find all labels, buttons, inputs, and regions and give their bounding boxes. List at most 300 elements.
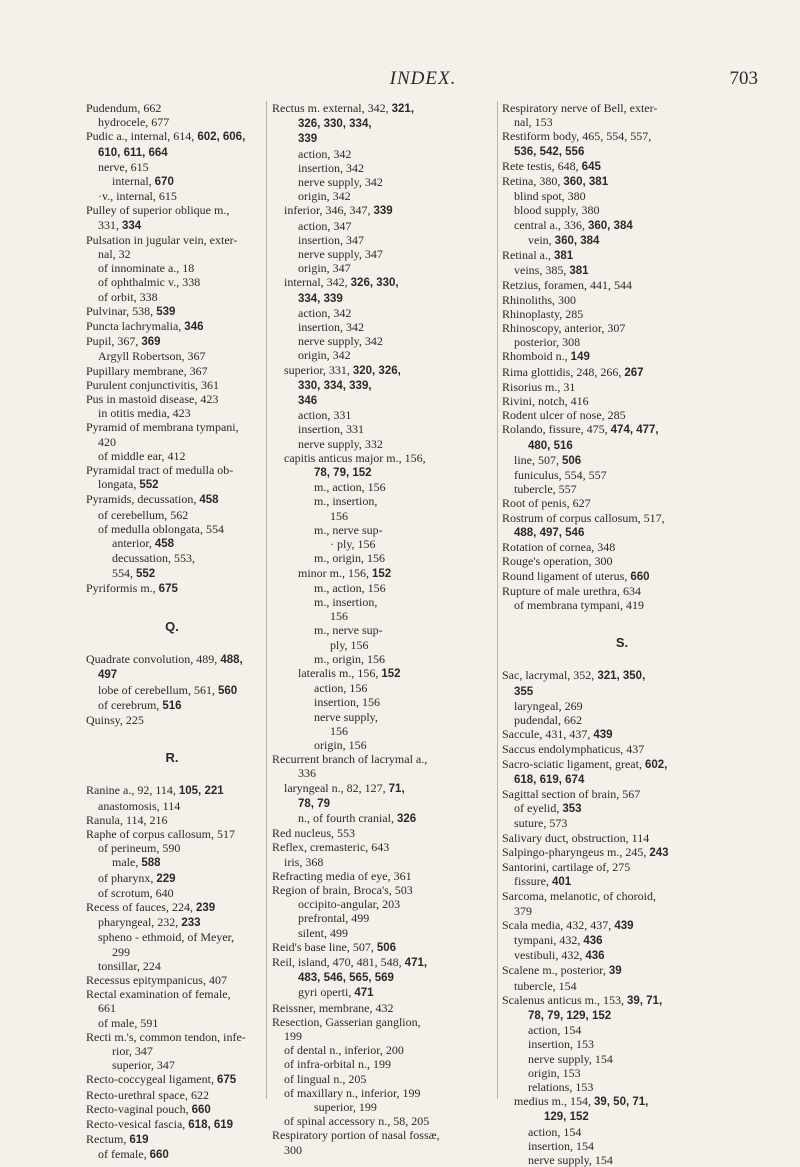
- entry-text: Pupillary membrane, 367: [86, 363, 208, 378]
- entry-bold-pages: 381: [553, 250, 574, 263]
- index-entry: [86, 566, 258, 581]
- index-entry: [272, 897, 492, 911]
- index-entry: [502, 860, 742, 874]
- entry-text: 199: [284, 1029, 302, 1043]
- index-entry: [272, 175, 492, 189]
- entry-text: Puncta lachrymalia,: [86, 319, 185, 334]
- entry-text: Sagittal section of brain, 567: [502, 786, 641, 801]
- entry-text: 420: [98, 434, 116, 449]
- index-entry: [502, 772, 742, 787]
- entry-text: Pulvinar, 538,: [86, 303, 157, 318]
- entry-bold-pages: 471,: [404, 956, 428, 969]
- entry-text: lobe of cerebellum, 561,: [98, 682, 218, 697]
- index-entry: [502, 394, 742, 408]
- entry-text: m., insertion,: [314, 494, 378, 509]
- index-entry: [272, 291, 492, 306]
- entry-text: Retina, 380,: [502, 174, 564, 189]
- entry-bold-pages: 267: [624, 366, 644, 379]
- entry-text: tubercle, 557: [514, 482, 577, 497]
- index-entry: [272, 219, 492, 233]
- entry-text: Rhinoscopy, anterior, 307: [502, 321, 626, 336]
- entry-text: origin, 347: [298, 261, 351, 276]
- index-entry: [86, 945, 258, 959]
- index-entry: [502, 248, 742, 263]
- index-entry: [86, 522, 258, 536]
- entry-text: Region of brain, Broca's, 503: [272, 882, 413, 897]
- index-entry: [272, 855, 492, 869]
- entry-text: origin, 156: [314, 737, 367, 752]
- entry-text: Rhinoliths, 300: [502, 292, 577, 307]
- index-entry: [502, 933, 742, 948]
- column-divider: [266, 101, 267, 1099]
- index-entry: [86, 115, 258, 129]
- entry-text: line, 507,: [514, 452, 562, 467]
- entry-text: of eyelid,: [514, 801, 563, 816]
- index-entry: [502, 889, 742, 903]
- index-entry: [272, 306, 492, 320]
- index-entry: [272, 1029, 492, 1043]
- entry-text: Rhinoplasty, 285: [502, 306, 584, 321]
- index-entry: [272, 955, 492, 970]
- entry-bold-pages: 675: [158, 582, 178, 595]
- index-entry: [502, 468, 742, 482]
- entry-text: m., action, 156: [314, 480, 386, 495]
- index-entry: [86, 886, 258, 900]
- entry-bold-pages: 471: [354, 987, 374, 1000]
- entry-text: action, 342: [298, 146, 352, 161]
- entry-text: fissure,: [514, 874, 552, 889]
- index-entry: [502, 349, 742, 364]
- index-entry: [502, 159, 742, 174]
- index-entry: [86, 1132, 258, 1147]
- entry-text: 661: [98, 1001, 116, 1016]
- entry-text: Recto-coccygeal ligament,: [86, 1072, 217, 1087]
- index-entry: [86, 536, 258, 551]
- entry-text: action, 156: [314, 681, 368, 696]
- index-entry: [86, 449, 258, 463]
- index-entry: [272, 101, 492, 116]
- entry-bold-pages: 439: [614, 919, 634, 932]
- entry-text: nerve supply, 332: [298, 436, 383, 451]
- entry-bold-pages: 78, 79, 152: [314, 467, 372, 480]
- entry-bold-pages: 660: [149, 1149, 169, 1162]
- entry-text: spheno - ethmoid, of Meyer,: [98, 930, 235, 945]
- entry-text: Salivary duct, obstruction, 114: [502, 830, 650, 845]
- index-entry: [272, 1043, 492, 1057]
- index-entry: [86, 1044, 258, 1058]
- index-entry: [502, 1094, 742, 1109]
- index-entry: [272, 261, 492, 275]
- entry-bold-pages: 152: [381, 667, 401, 680]
- entry-text: anterior,: [112, 536, 155, 551]
- index-entry: [272, 451, 492, 465]
- entry-text: action, 347: [298, 218, 352, 233]
- entry-text: superior, 199: [314, 1100, 377, 1115]
- index-entry: [86, 930, 258, 944]
- entry-text: suture, 573: [514, 816, 568, 831]
- index-entry: [502, 713, 742, 727]
- entry-text: Recessus epitympanicus, 407: [86, 972, 227, 987]
- entry-text: insertion, 331: [298, 422, 364, 437]
- entry-text: of ophthalmic v., 338: [98, 275, 201, 290]
- entry-text: Reissner, membrane, 432: [272, 1000, 394, 1015]
- index-entry: [272, 652, 492, 666]
- index-entry: [86, 233, 258, 247]
- index-entry: [86, 581, 258, 596]
- index-entry: [502, 569, 742, 584]
- entry-text: ·v., internal, 615: [98, 189, 177, 204]
- entry-text: m., action, 156: [314, 580, 386, 595]
- index-entry: [502, 845, 742, 860]
- entry-bold-pages: 233: [181, 917, 201, 930]
- index-entry: [272, 465, 492, 480]
- entry-bold-pages: 618, 619: [188, 1119, 234, 1131]
- entry-text: Scalene m., posterior,: [502, 963, 609, 978]
- entry-bold-pages: 229: [156, 872, 176, 885]
- index-entry: [86, 160, 258, 174]
- index-entry: [272, 247, 492, 261]
- entry-text: longata,: [98, 477, 140, 492]
- entry-text: nal, 153: [514, 115, 553, 130]
- entry-bold-pages: 330, 334, 339,: [298, 379, 372, 392]
- index-entry: [502, 598, 742, 612]
- entry-bold-pages: 602,: [644, 758, 668, 771]
- index-entry: [86, 783, 258, 798]
- entry-text: nal, 32: [98, 247, 131, 262]
- entry-text: pudendal, 662: [514, 712, 582, 727]
- index-entry: [272, 781, 492, 796]
- column-divider: [497, 101, 498, 1099]
- index-entry: [272, 926, 492, 940]
- entry-bold-pages: 506: [562, 454, 582, 467]
- index-entry: [272, 494, 492, 508]
- entry-text: Red nucleus, 553: [272, 826, 355, 841]
- entry-text: Purulent conjunctivitis, 361: [86, 377, 219, 392]
- index-column-1: [86, 101, 258, 1163]
- entry-text: minor m., 156,: [298, 565, 372, 580]
- entry-text: Raphe of corpus callosum, 517: [86, 826, 235, 841]
- index-entry: [86, 1016, 258, 1030]
- index-entry: [272, 638, 492, 652]
- index-entry: [502, 1080, 742, 1094]
- entry-bold-pages: 320, 326,: [352, 364, 401, 377]
- entry-text: Recti m.'s, common tendon, infe-: [86, 1029, 246, 1044]
- entry-text: 156: [330, 609, 348, 624]
- index-entry: [272, 840, 492, 854]
- index-entry: [86, 364, 258, 378]
- entry-bold-pages: 326, 330, 334,: [298, 118, 372, 131]
- entry-text: medius m., 154,: [514, 1094, 594, 1109]
- entry-text: internal, 342,: [284, 275, 351, 290]
- entry-text: of middle ear, 412: [98, 448, 186, 463]
- index-entry: [502, 321, 742, 335]
- entry-text: capitis anticus major m., 156,: [284, 450, 426, 465]
- index-entry: [86, 1102, 258, 1117]
- entry-text: action, 342: [298, 305, 352, 320]
- entry-text: 156: [330, 508, 348, 523]
- index-entry: [86, 900, 258, 915]
- entry-bold-pages: 506: [376, 941, 396, 954]
- index-entry: [272, 796, 492, 811]
- entry-text: 554,: [112, 565, 136, 580]
- index-entry: [502, 408, 742, 422]
- index-entry: [502, 540, 742, 554]
- entry-text: 379: [514, 903, 532, 918]
- index-entry: [502, 115, 742, 129]
- index-entry: [86, 392, 258, 406]
- index-entry: [272, 609, 492, 623]
- entry-bold-pages: 436: [583, 934, 603, 947]
- entry-bold-pages: 670: [154, 176, 174, 189]
- index-entry: [502, 1066, 742, 1080]
- entry-bold-pages: 602, 606,: [197, 131, 246, 144]
- index-entry: [86, 713, 258, 727]
- entry-bold-pages: 497: [98, 669, 118, 682]
- entry-text: gyri operti,: [298, 985, 355, 1000]
- index-entry: [86, 189, 258, 203]
- index-entry: [86, 275, 258, 289]
- index-entry: [502, 278, 742, 292]
- entry-bold-pages: 321, 350,: [597, 670, 646, 683]
- entry-text: 156: [330, 723, 348, 738]
- entry-text: Reid's base line, 507,: [272, 939, 377, 954]
- entry-text: in otitis media, 423: [98, 406, 191, 421]
- entry-bold-pages: 458: [199, 494, 219, 507]
- index-entry: [86, 492, 258, 507]
- entry-text: Sac, lacrymal, 352,: [502, 668, 598, 683]
- entry-text: Rete testis, 648,: [502, 158, 582, 173]
- index-entry: [272, 437, 492, 451]
- entry-text: tonsillar, 224: [98, 958, 161, 973]
- entry-bold-pages: 645: [581, 160, 601, 173]
- index-entry: [502, 948, 742, 963]
- entry-text: Saccule, 431, 437,: [502, 727, 594, 742]
- entry-bold-pages: 369: [141, 336, 161, 349]
- entry-bold-pages: 326, 330,: [350, 277, 399, 290]
- index-entry: [272, 724, 492, 738]
- index-entry: [272, 766, 492, 780]
- index-entry: [86, 1058, 258, 1072]
- index-entry: [502, 365, 742, 380]
- entry-text: action, 154: [528, 1124, 582, 1139]
- entry-bold-pages: 152: [372, 567, 392, 580]
- index-entry: [86, 855, 258, 870]
- index-entry: [86, 304, 258, 319]
- entry-text: Refracting media of eye, 361: [272, 868, 412, 883]
- index-entry: [86, 334, 258, 349]
- entry-text: Retzius, foramen, 441, 544: [502, 278, 632, 293]
- index-entry: [502, 380, 742, 394]
- entry-text: Argyll Robertson, 367: [98, 349, 206, 364]
- index-entry: [272, 566, 492, 581]
- entry-text: rior, 347: [112, 1043, 153, 1058]
- page-header: [88, 68, 758, 92]
- index-entry: [86, 871, 258, 886]
- entry-text: Rotation of cornea, 348: [502, 540, 616, 555]
- entry-text: Rupture of male urethra, 634: [502, 583, 641, 598]
- index-entry: [502, 453, 742, 468]
- entry-text: of perineum, 590: [98, 841, 181, 856]
- entry-text: of orbit, 338: [98, 289, 158, 304]
- entry-text: of cerebellum, 562: [98, 507, 189, 522]
- entry-text: blood supply, 380: [514, 203, 600, 218]
- index-entry: [86, 508, 258, 522]
- index-entry: [86, 290, 258, 304]
- index-entry: [272, 883, 492, 897]
- index-column-2: [272, 101, 492, 1157]
- entry-text: nerve supply, 154: [528, 1051, 613, 1066]
- entry-text: insertion, 342: [298, 160, 364, 175]
- entry-text: m., insertion,: [314, 594, 378, 609]
- entry-text: laryngeal n., 82, 127,: [284, 780, 389, 795]
- entry-text: nerve supply,: [314, 709, 378, 724]
- entry-text: decussation, 553,: [112, 551, 195, 566]
- index-entry: [86, 973, 258, 987]
- index-entry: [502, 1023, 742, 1037]
- index-entry: [272, 623, 492, 637]
- entry-text: origin, 342: [298, 189, 351, 204]
- index-entry: [86, 349, 258, 363]
- entry-text: Respiratory portion of nasal fossæ,: [272, 1128, 440, 1143]
- entry-bold-pages: 339: [373, 205, 393, 218]
- entry-bold-pages: 660: [630, 570, 650, 583]
- entry-bold-pages: 346: [298, 395, 318, 408]
- entry-text: of dental n., inferior, 200: [284, 1043, 404, 1058]
- entry-text: Scalenus anticus m., 153,: [502, 992, 627, 1007]
- index-entry: [502, 963, 742, 978]
- index-entry: [502, 525, 742, 540]
- entry-text: relations, 153: [528, 1080, 594, 1094]
- index-entry: [272, 869, 492, 883]
- entry-text: Pupil, 367,: [86, 334, 142, 349]
- index-entry: [86, 261, 258, 275]
- index-entry: [502, 742, 742, 756]
- entry-text: m., origin, 156: [314, 651, 385, 666]
- entry-text: Rouge's operation, 300: [502, 554, 613, 569]
- entry-bold-pages: 360, 384: [554, 234, 600, 247]
- index-entry: [86, 683, 258, 698]
- index-entry: [502, 496, 742, 510]
- index-entry: [272, 1057, 492, 1071]
- entry-text: of pharynx,: [98, 870, 157, 885]
- index-entry: [272, 811, 492, 826]
- index-entry: [502, 482, 742, 496]
- index-entry: [272, 581, 492, 595]
- index-column-3: [502, 101, 742, 1167]
- entry-text: Rima glottidis, 248, 266,: [502, 364, 625, 379]
- entry-text: occipito-angular, 203: [298, 897, 401, 912]
- index-entry: [86, 652, 258, 667]
- entry-text: Restiform body, 465, 554, 557,: [502, 129, 652, 144]
- index-entry: [86, 698, 258, 713]
- entry-bold-pages: 439: [593, 729, 613, 742]
- entry-text: Retinal a.,: [502, 248, 554, 263]
- entry-text: of medulla oblongata, 554: [98, 521, 224, 536]
- running-title: INDEX.: [389, 68, 457, 89]
- index-entry: [272, 161, 492, 175]
- entry-text: nerve supply, 342: [298, 334, 383, 349]
- entry-text: Salpingo-pharyngeus m., 245,: [502, 844, 650, 859]
- index-entry: [86, 551, 258, 565]
- index-entry: [272, 1128, 492, 1142]
- entry-text: silent, 499: [298, 925, 348, 940]
- entry-text: nerve supply, 347: [298, 247, 383, 262]
- entry-text: action, 154: [528, 1023, 582, 1038]
- entry-text: Respiratory nerve of Bell, exter-: [502, 101, 658, 115]
- index-entry: [272, 320, 492, 334]
- index-entry: [502, 668, 742, 683]
- index-entry: [272, 595, 492, 609]
- entry-bold-pages: 334: [122, 219, 142, 232]
- index-entry: [272, 551, 492, 565]
- index-entry: [86, 101, 258, 115]
- entry-text: Santorini, cartilage of, 275: [502, 859, 631, 874]
- index-entry: [502, 511, 742, 525]
- entry-text: blind spot, 380: [514, 189, 586, 204]
- entry-text: m., origin, 156: [314, 551, 385, 566]
- index-entry: [272, 1143, 492, 1157]
- index-entry: [272, 1001, 492, 1015]
- entry-bold-pages: 488,: [220, 654, 243, 667]
- entry-text: insertion, 347: [298, 232, 364, 247]
- entry-text: 299: [112, 944, 130, 959]
- index-entry: [272, 1015, 492, 1029]
- index-entry: [86, 463, 258, 477]
- entry-text: internal,: [112, 174, 155, 189]
- entry-text: of lingual n., 205: [284, 1071, 367, 1086]
- entry-bold-pages: 618, 619, 674: [514, 773, 585, 786]
- index-entry: [86, 915, 258, 930]
- index-entry: [502, 787, 742, 801]
- entry-text: veins, 385,: [514, 263, 570, 278]
- entry-bold-pages: 239: [195, 901, 216, 914]
- entry-text: origin, 153: [528, 1065, 581, 1080]
- entry-text: of male, 591: [98, 1015, 159, 1030]
- entry-text: tubercle, 154: [514, 978, 577, 993]
- entry-text: of infra-orbital n., 199: [284, 1057, 391, 1072]
- entry-text: Sacro-sciatic ligament, great,: [502, 756, 645, 771]
- entry-bold-pages: 480, 516: [528, 439, 573, 452]
- index-entry: [272, 509, 492, 523]
- index-entry: [502, 263, 742, 278]
- entry-bold-pages: 326: [396, 812, 417, 825]
- entry-text: of scrotum, 640: [98, 885, 174, 900]
- index-entry: [272, 480, 492, 494]
- index-entry: [86, 1147, 258, 1162]
- entry-bold-pages: 552: [136, 567, 156, 580]
- entry-text: nerve supply, 342: [298, 175, 383, 190]
- entry-text: Pyramids, decussation,: [86, 492, 200, 507]
- entry-text: of spinal accessory n., 58, 205: [284, 1114, 430, 1129]
- entry-text: insertion, 156: [314, 695, 380, 710]
- index-entry: [86, 1088, 258, 1102]
- section-letter: R.: [165, 750, 179, 766]
- index-entry: [502, 993, 742, 1008]
- entry-text: Risorius m., 31: [502, 379, 576, 394]
- index-entry: [502, 801, 742, 816]
- page-number: 703: [729, 68, 758, 89]
- entry-text: iris, 368: [284, 854, 324, 869]
- entry-text: Recto-vaginal pouch,: [86, 1101, 192, 1116]
- entry-text: Sarcoma, melanotic, of choroid,: [502, 889, 656, 904]
- index-entry: [86, 667, 258, 682]
- index-entry: [502, 684, 742, 699]
- entry-text: Rectus m. external, 342,: [272, 101, 392, 115]
- index-entry: [502, 203, 742, 217]
- index-entry: [502, 699, 742, 713]
- index-entry: [272, 275, 492, 290]
- index-entry: [272, 1114, 492, 1128]
